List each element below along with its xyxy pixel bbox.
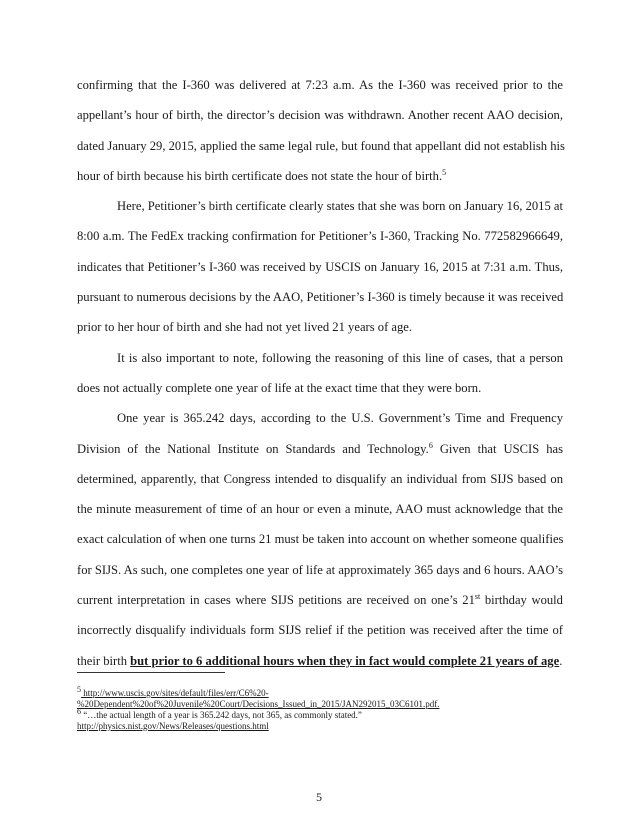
text-line: determined, apparently, that Congress intended to disqualify an individual from SIJS based on (77, 471, 563, 486)
text-fragment: current interpretation in cases where SIJS petitions are received on one’s 21 (77, 593, 475, 608)
paragraph-1 (77, 70, 563, 191)
text-fragment: . (559, 653, 563, 668)
text-line: prior to her hour of birth and she had not yet lived 21 years of age. (77, 320, 413, 335)
text-line: Here, Petitioner’s birth certificate clearly states that she was born on January 16, 2015 at (117, 199, 564, 214)
text-fragment: Division of the National Institute on Standards and Technology. (77, 441, 429, 456)
page-number: 5 (316, 790, 322, 804)
text-line: the minute measurement of time of an hour or even a minute, AAO must acknowledge that the (77, 502, 563, 517)
text-line: One year is 365.242 days, according to the U.S. Government’s Time and Frequency (117, 411, 563, 426)
footnote-mark: 6 (77, 707, 81, 716)
text-line: appellant’s hour of birth, the director’s decision was withdrawn. Another recent AAO decision, (77, 108, 563, 123)
text-line: does not actually complete one year of life at the exact time that they were born. (77, 380, 482, 395)
paragraph-2 (77, 191, 563, 342)
text-line (77, 434, 563, 464)
footnote-link[interactable]: %20Dependent%20of%20Juvenile%20Court/Decisions_Issued_in_2015/JAN292015_03C6101.pdf. (77, 699, 440, 709)
text-fragment: hour of birth because his birth certificate does not state the hour of birth. (77, 168, 443, 183)
footnote-divider (77, 672, 225, 673)
text-line (77, 161, 563, 191)
text-fragment: their birth (77, 653, 131, 668)
footnote-text: “…the actual length of a year is 365.242 days, not 365, as commonly stated.” (81, 710, 362, 720)
text-line: pursuant to numerous decisions by the AAO, Petitioner’s I-360 is timely because it was received (77, 290, 564, 305)
text-line: 8:00 a.m. The FedEx tracking confirmation for Petitioner’s I-360, Tracking No. 772582966649, (77, 229, 563, 244)
text-line: It is also important to note, following the reasoning of this line of cases, that a person (117, 350, 563, 365)
text-fragment: birthday would (480, 593, 563, 608)
paragraph-3 (77, 343, 563, 404)
footnote-ref-6: 6 (428, 440, 433, 450)
footnote-link[interactable]: http://www.uscis.gov/sites/default/files/err/C6%20- (81, 688, 269, 698)
body-text (77, 70, 563, 676)
footnote-6 (77, 707, 577, 721)
text-line: exact calculation of when one turns 21 must be taken into account on whether someone qualifies (77, 532, 564, 547)
text-line: incorrectly disqualify individuals form SIJS relief if the petition was received after the time of (77, 623, 563, 638)
footnotes (77, 685, 577, 732)
footnote-mark: 5 (77, 685, 81, 694)
paragraph-4 (77, 403, 563, 676)
text-line: indicates that Petitioner’s I-360 was received by USCIS on January 16, 2015 at 7:31 a.m. Thus, (77, 259, 563, 274)
footnote-ref-5: 5 (442, 167, 447, 177)
text-line: for SIJS. As such, one completes one year of life at approximately 365 days and 6 hours. AAO’s (77, 562, 563, 577)
text-line: dated January 29, 2015, applied the same legal rule, but found that appellant did not establish his (77, 138, 565, 153)
footnote-5-cont (77, 699, 577, 710)
footnote-5 (77, 685, 577, 699)
text-line (77, 585, 563, 615)
footnote-link[interactable]: http://physics.nist.gov/News/Releases/questions.html (77, 721, 269, 731)
text-line: confirming that the I-360 was delivered at 7:23 a.m. As the I-360 was received prior to the (77, 78, 563, 92)
footnote-6-cont (77, 721, 577, 732)
emphasized-text: but prior to 6 additional hours when they in fact would complete 21 years of age (130, 653, 560, 668)
text-fragment: Given that USCIS has (432, 441, 564, 456)
ordinal-suffix: st (474, 591, 481, 601)
